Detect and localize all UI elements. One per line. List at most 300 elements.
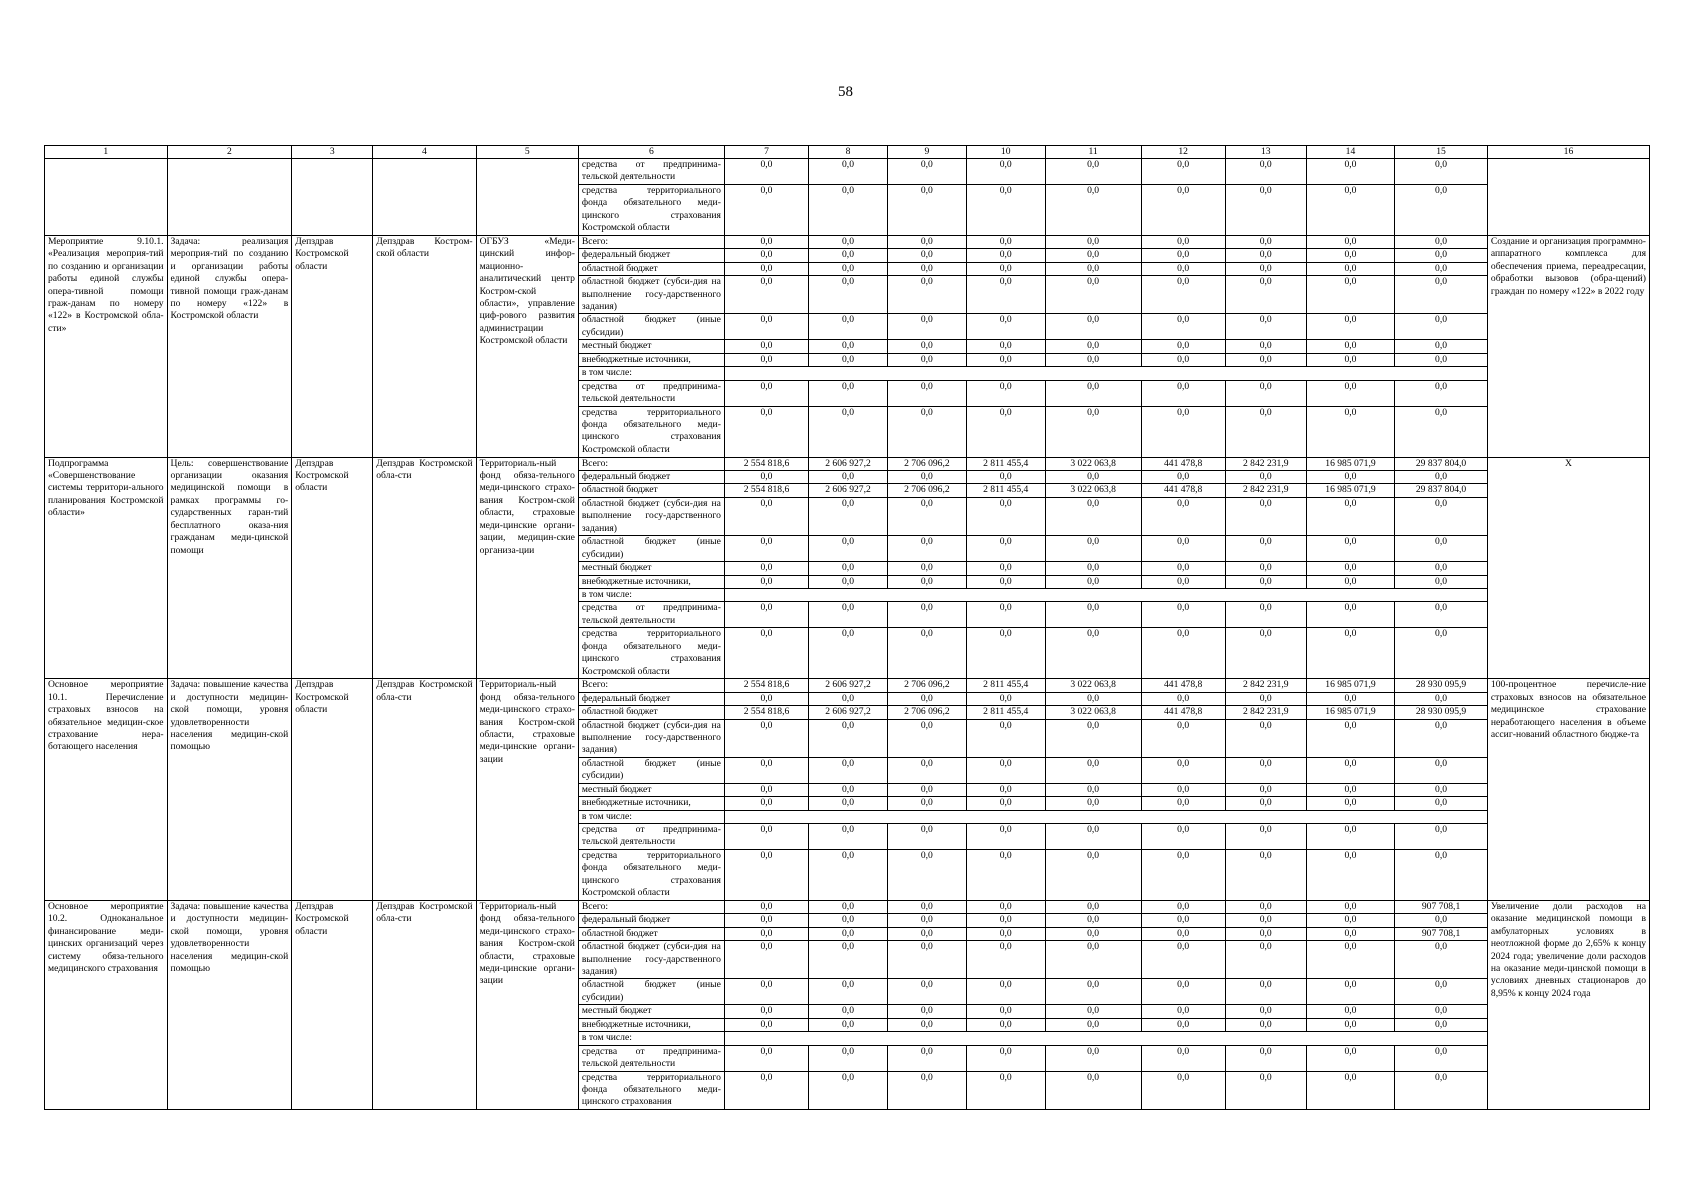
table-row bbox=[45, 457, 1650, 470]
amount-cell: 0,0 bbox=[966, 380, 1045, 406]
amount-cell: 0,0 bbox=[1141, 276, 1225, 314]
amount-cell: 2 706 096,2 bbox=[887, 706, 966, 719]
amount-cell: 0,0 bbox=[1306, 979, 1394, 1005]
amount-cell: 0,0 bbox=[966, 406, 1045, 457]
amount-cell: 0,0 bbox=[809, 927, 888, 940]
funding-source-cell: средства от предпринима-тельской деятельности bbox=[578, 380, 724, 406]
amount-cell: 2 606 927,2 bbox=[809, 679, 888, 692]
amount-cell: 0,0 bbox=[1225, 783, 1306, 796]
responsible-executor-cell: Депздрав Костромской области bbox=[292, 679, 373, 901]
amount-cell: 0,0 bbox=[1395, 797, 1488, 810]
amount-cell: 0,0 bbox=[1395, 941, 1488, 979]
amount-cell: 0,0 bbox=[1141, 602, 1225, 628]
amount-cell: 0,0 bbox=[1045, 340, 1141, 353]
funding-source-cell: федеральный бюджет bbox=[578, 692, 724, 705]
column-number-5: 5 bbox=[476, 146, 578, 159]
amount-cell: 16 985 071,9 bbox=[1306, 457, 1394, 470]
amount-cell: 0,0 bbox=[1306, 1005, 1394, 1018]
amount-cell: 0,0 bbox=[1306, 562, 1394, 575]
funding-source-cell: средства от предпринима-тельской деятельности bbox=[578, 823, 724, 849]
amount-cell: 0,0 bbox=[887, 1005, 966, 1018]
amount-cell: 0,0 bbox=[724, 236, 808, 249]
amount-cell: 0,0 bbox=[1141, 1018, 1225, 1031]
amount-cell: 0,0 bbox=[1306, 380, 1394, 406]
column-number-13: 13 bbox=[1225, 146, 1306, 159]
amount-cell: 0,0 bbox=[966, 900, 1045, 913]
amount-cell: 0,0 bbox=[809, 536, 888, 562]
amount-cell: 0,0 bbox=[809, 783, 888, 796]
amount-cell: 0,0 bbox=[724, 692, 808, 705]
amount-cell: 0,0 bbox=[1306, 575, 1394, 588]
amount-cell: 441 478,8 bbox=[1141, 457, 1225, 470]
amount-cell: 0,0 bbox=[724, 562, 808, 575]
amount-cell: 0,0 bbox=[1045, 719, 1141, 757]
funding-source-cell: областной бюджет (субси-дия на выполнение госу-дарственного задания) bbox=[578, 719, 724, 757]
amount-cell: 0,0 bbox=[887, 628, 966, 679]
funding-source-cell: областной бюджет (субси-дия на выполнение госу-дарственного задания) bbox=[578, 941, 724, 979]
amount-cell: 0,0 bbox=[1306, 249, 1394, 262]
amount-cell: 0,0 bbox=[1395, 353, 1488, 366]
amount-cell: 0,0 bbox=[809, 185, 888, 236]
amount-cell: 0,0 bbox=[1045, 757, 1141, 783]
amount-cell: 0,0 bbox=[1225, 380, 1306, 406]
amount-cell: 0,0 bbox=[966, 314, 1045, 340]
amount-cell: 0,0 bbox=[887, 849, 966, 900]
responsible-executor-cell: Депздрав Костромской области bbox=[292, 457, 373, 679]
amount-cell: 0,0 bbox=[1395, 471, 1488, 484]
amount-cell: 0,0 bbox=[809, 719, 888, 757]
amount-cell: 0,0 bbox=[966, 159, 1045, 185]
amount-cell: 0,0 bbox=[1306, 757, 1394, 783]
amount-cell: 0,0 bbox=[1225, 236, 1306, 249]
amount-cell: 0,0 bbox=[1045, 497, 1141, 535]
amount-cell: 0,0 bbox=[1045, 823, 1141, 849]
amount-cell: 0,0 bbox=[1306, 276, 1394, 314]
amount-cell: 0,0 bbox=[1306, 797, 1394, 810]
amount-cell: 28 930 095,9 bbox=[1395, 679, 1488, 692]
column-number-9: 9 bbox=[887, 146, 966, 159]
amount-cell: 0,0 bbox=[1045, 276, 1141, 314]
amount-cell: 0,0 bbox=[809, 797, 888, 810]
amount-cell: 0,0 bbox=[966, 262, 1045, 275]
amount-cell: 2 554 818,6 bbox=[724, 457, 808, 470]
amount-cell: 0,0 bbox=[1306, 236, 1394, 249]
column-number-3: 3 bbox=[292, 146, 373, 159]
event-name-cell: Подпрограмма «Совершенствование системы территори-ального планирования Костромской области» bbox=[45, 457, 168, 679]
amount-cell: 0,0 bbox=[1225, 249, 1306, 262]
amount-cell: 0,0 bbox=[1141, 314, 1225, 340]
amount-cell: 0,0 bbox=[1141, 628, 1225, 679]
amount-cell: 0,0 bbox=[1395, 497, 1488, 535]
amount-cell: 0,0 bbox=[1225, 797, 1306, 810]
task-goal-cell: Задача: повышение качества и доступности медицин-ской помощи, уровня удовлетворенности населения медицин-ской помощью bbox=[167, 679, 292, 901]
amount-cell: 0,0 bbox=[1141, 757, 1225, 783]
amount-cell: 0,0 bbox=[1045, 927, 1141, 940]
amount-cell: 0,0 bbox=[1141, 236, 1225, 249]
amount-cell: 0,0 bbox=[1306, 900, 1394, 913]
amount-cell: 0,0 bbox=[1225, 849, 1306, 900]
amount-cell: 0,0 bbox=[1306, 1018, 1394, 1031]
amount-cell: 2 706 096,2 bbox=[887, 484, 966, 497]
amount-cell: 0,0 bbox=[887, 719, 966, 757]
amount-cell: 0,0 bbox=[887, 159, 966, 185]
amount-cell: 0,0 bbox=[887, 1018, 966, 1031]
expected-result-cell: Х bbox=[1487, 457, 1649, 679]
amount-cell: 0,0 bbox=[1306, 471, 1394, 484]
amount-cell: 0,0 bbox=[1225, 575, 1306, 588]
amount-cell: 0,0 bbox=[887, 497, 966, 535]
amount-cell: 0,0 bbox=[1225, 1071, 1306, 1109]
amount-cell: 0,0 bbox=[724, 628, 808, 679]
funding-source-cell: средства территориального фонда обязательного меди-цинского страхования Костромской области bbox=[578, 406, 724, 457]
amount-cell: 0,0 bbox=[1141, 927, 1225, 940]
column-number-14: 14 bbox=[1306, 146, 1394, 159]
funding-source-cell: Всего: bbox=[578, 900, 724, 913]
amount-cell: 0,0 bbox=[1045, 236, 1141, 249]
amount-cell: 0,0 bbox=[887, 692, 966, 705]
amount-cell: 0,0 bbox=[724, 757, 808, 783]
amount-cell: 0,0 bbox=[1141, 249, 1225, 262]
amount-cell: 0,0 bbox=[1225, 406, 1306, 457]
amount-cell: 0,0 bbox=[1141, 1005, 1225, 1018]
amount-cell: 0,0 bbox=[1306, 849, 1394, 900]
amount-cell: 441 478,8 bbox=[1141, 706, 1225, 719]
funding-source-cell: средства территориального фонда обязательного меди-цинского страхования bbox=[578, 1071, 724, 1109]
amount-cell: 0,0 bbox=[809, 849, 888, 900]
funding-source-cell: местный бюджет bbox=[578, 340, 724, 353]
amount-cell: 0,0 bbox=[887, 314, 966, 340]
amount-cell: 0,0 bbox=[1225, 1005, 1306, 1018]
amount-cell: 0,0 bbox=[809, 1045, 888, 1071]
amount-cell: 16 985 071,9 bbox=[1306, 679, 1394, 692]
amount-cell: 0,0 bbox=[1395, 406, 1488, 457]
amount-cell: 0,0 bbox=[966, 823, 1045, 849]
amount-cell: 441 478,8 bbox=[1141, 679, 1225, 692]
amount-cell: 0,0 bbox=[1045, 380, 1141, 406]
amount-cell: 0,0 bbox=[809, 900, 888, 913]
amount-cell: 0,0 bbox=[887, 471, 966, 484]
table-header bbox=[45, 146, 1650, 159]
amount-cell: 0,0 bbox=[1395, 1018, 1488, 1031]
amount-cell: 0,0 bbox=[1395, 692, 1488, 705]
amount-cell: 0,0 bbox=[1141, 1071, 1225, 1109]
amount-cell: 0,0 bbox=[1225, 536, 1306, 562]
empty-span-cell bbox=[724, 588, 1487, 601]
amount-cell: 0,0 bbox=[1045, 159, 1141, 185]
amount-cell: 0,0 bbox=[1395, 380, 1488, 406]
empty-span-cell bbox=[724, 1032, 1487, 1045]
amount-cell: 0,0 bbox=[1225, 628, 1306, 679]
amount-cell: 16 985 071,9 bbox=[1306, 484, 1394, 497]
amount-cell: 2 606 927,2 bbox=[809, 484, 888, 497]
amount-cell: 0,0 bbox=[1395, 783, 1488, 796]
amount-cell: 0,0 bbox=[1395, 719, 1488, 757]
amount-cell: 0,0 bbox=[1306, 497, 1394, 535]
amount-cell: 0,0 bbox=[809, 159, 888, 185]
amount-cell: 0,0 bbox=[724, 185, 808, 236]
amount-cell: 0,0 bbox=[887, 575, 966, 588]
amount-cell: 0,0 bbox=[724, 353, 808, 366]
amount-cell: 0,0 bbox=[887, 941, 966, 979]
amount-cell: 0,0 bbox=[1045, 914, 1141, 927]
funding-source-cell: в том числе: bbox=[578, 367, 724, 380]
amount-cell: 0,0 bbox=[1225, 314, 1306, 340]
co-executor-cell: Депздрав Костромской обла-сти bbox=[373, 900, 476, 1109]
amount-cell: 0,0 bbox=[966, 185, 1045, 236]
task-goal-cell: Задача: реализация мероприя-тий по созданию и организации работы единой службы опера-тивной помощи граж-данам по номеру «122» в Костромской области bbox=[167, 236, 292, 458]
funding-source-cell: средства территориального фонда обязательного меди-цинского страхования Костромской области bbox=[578, 628, 724, 679]
amount-cell: 0,0 bbox=[724, 1071, 808, 1109]
funding-source-cell: средства от предпринима-тельской деятельности bbox=[578, 1045, 724, 1071]
funding-source-cell: средства от предпринима-тельской деятельности bbox=[578, 159, 724, 185]
amount-cell: 0,0 bbox=[1045, 1018, 1141, 1031]
amount-cell: 0,0 bbox=[1045, 575, 1141, 588]
amount-cell: 0,0 bbox=[966, 941, 1045, 979]
amount-cell: 0,0 bbox=[809, 406, 888, 457]
amount-cell: 0,0 bbox=[1395, 314, 1488, 340]
co-executor-cell bbox=[373, 159, 476, 236]
amount-cell: 0,0 bbox=[966, 797, 1045, 810]
amount-cell: 0,0 bbox=[1225, 471, 1306, 484]
task-goal-cell: Задача: повышение качества и доступности медицин-ской помощи, уровня удовлетворенности населения медицин-ской помощью bbox=[167, 900, 292, 1109]
amount-cell: 0,0 bbox=[724, 900, 808, 913]
event-name-cell: Мероприятие 9.10.1. «Реализация мероприя-тий по созданию и организации работы единой службы опера-тивной помощи граж-данам по номеру «122» в Костромской обла-сти» bbox=[45, 236, 168, 458]
amount-cell: 0,0 bbox=[809, 979, 888, 1005]
amount-cell: 0,0 bbox=[887, 262, 966, 275]
amount-cell: 0,0 bbox=[724, 340, 808, 353]
amount-cell: 0,0 bbox=[1225, 823, 1306, 849]
amount-cell: 0,0 bbox=[1225, 979, 1306, 1005]
amount-cell: 0,0 bbox=[1225, 159, 1306, 185]
amount-cell: 0,0 bbox=[724, 927, 808, 940]
amount-cell: 0,0 bbox=[1395, 276, 1488, 314]
amount-cell: 2 811 455,4 bbox=[966, 679, 1045, 692]
amount-cell: 0,0 bbox=[1141, 262, 1225, 275]
amount-cell: 0,0 bbox=[1225, 914, 1306, 927]
amount-cell: 0,0 bbox=[966, 757, 1045, 783]
expected-result-cell: Увеличение доли расходов на оказание медицинской помощи в амбулаторных условиях в неотложной форме до 2,65% к концу 2024 года; увеличение доли расходов на оказание меди-цинской помощи в условиях дневных стационаров до 8,95% к концу 2024 года bbox=[1487, 900, 1649, 1109]
amount-cell: 0,0 bbox=[887, 1045, 966, 1071]
funding-source-cell: внебюджетные источники, bbox=[578, 353, 724, 366]
amount-cell: 0,0 bbox=[966, 353, 1045, 366]
amount-cell: 0,0 bbox=[966, 692, 1045, 705]
amount-cell: 0,0 bbox=[887, 757, 966, 783]
amount-cell: 0,0 bbox=[1225, 602, 1306, 628]
amount-cell: 0,0 bbox=[724, 849, 808, 900]
amount-cell: 0,0 bbox=[724, 1045, 808, 1071]
amount-cell: 0,0 bbox=[1141, 823, 1225, 849]
amount-cell: 0,0 bbox=[724, 575, 808, 588]
amount-cell: 0,0 bbox=[724, 249, 808, 262]
co-executor-cell: Депздрав Костром-ской области bbox=[373, 236, 476, 458]
amount-cell: 0,0 bbox=[1045, 1005, 1141, 1018]
amount-cell: 0,0 bbox=[1395, 249, 1488, 262]
amount-cell: 0,0 bbox=[887, 236, 966, 249]
amount-cell: 0,0 bbox=[1225, 562, 1306, 575]
amount-cell: 0,0 bbox=[809, 497, 888, 535]
funding-table bbox=[44, 145, 1650, 1110]
amount-cell: 0,0 bbox=[1395, 823, 1488, 849]
column-number-4: 4 bbox=[373, 146, 476, 159]
amount-cell: 0,0 bbox=[966, 1071, 1045, 1109]
amount-cell: 0,0 bbox=[966, 249, 1045, 262]
funding-source-cell: областной бюджет bbox=[578, 484, 724, 497]
funding-source-cell: средства территориального фонда обязательного меди-цинского страхования Костромской области bbox=[578, 185, 724, 236]
amount-cell: 2 842 231,9 bbox=[1225, 706, 1306, 719]
amount-cell: 2 606 927,2 bbox=[809, 457, 888, 470]
amount-cell: 0,0 bbox=[1141, 575, 1225, 588]
amount-cell: 0,0 bbox=[809, 353, 888, 366]
funding-source-cell: Всего: bbox=[578, 457, 724, 470]
amount-cell: 0,0 bbox=[724, 941, 808, 979]
amount-cell: 0,0 bbox=[1306, 353, 1394, 366]
amount-cell: 0,0 bbox=[887, 353, 966, 366]
amount-cell: 0,0 bbox=[966, 340, 1045, 353]
amount-cell: 0,0 bbox=[1141, 406, 1225, 457]
amount-cell: 0,0 bbox=[1141, 380, 1225, 406]
amount-cell: 0,0 bbox=[887, 914, 966, 927]
amount-cell: 0,0 bbox=[1141, 471, 1225, 484]
co-executor-cell: Депздрав Костромской обла-сти bbox=[373, 457, 476, 679]
amount-cell: 0,0 bbox=[1045, 536, 1141, 562]
funding-source-cell: Всего: bbox=[578, 236, 724, 249]
amount-cell: 0,0 bbox=[966, 536, 1045, 562]
amount-cell: 0,0 bbox=[1141, 914, 1225, 927]
empty-span-cell bbox=[724, 367, 1487, 380]
amount-cell: 0,0 bbox=[1395, 914, 1488, 927]
amount-cell: 0,0 bbox=[724, 1018, 808, 1031]
participant-cell: Территориаль-ный фонд обяза-тельного меди-цинского страхо-вания Костром-ской области, страховые меди-цинские органи-зации, медицин-ские организа-ции bbox=[476, 457, 578, 679]
amount-cell: 0,0 bbox=[724, 276, 808, 314]
amount-cell: 0,0 bbox=[724, 536, 808, 562]
amount-cell: 0,0 bbox=[1395, 262, 1488, 275]
funding-source-cell: областной бюджет (иные субсидии) bbox=[578, 314, 724, 340]
amount-cell: 0,0 bbox=[809, 1018, 888, 1031]
amount-cell: 441 478,8 bbox=[1141, 484, 1225, 497]
amount-cell: 0,0 bbox=[966, 783, 1045, 796]
amount-cell: 0,0 bbox=[1306, 602, 1394, 628]
table-row bbox=[45, 159, 1650, 185]
responsible-executor-cell bbox=[292, 159, 373, 236]
amount-cell: 0,0 bbox=[724, 471, 808, 484]
column-number-12: 12 bbox=[1141, 146, 1225, 159]
amount-cell: 0,0 bbox=[724, 719, 808, 757]
amount-cell: 2 606 927,2 bbox=[809, 706, 888, 719]
amount-cell: 0,0 bbox=[809, 380, 888, 406]
amount-cell: 0,0 bbox=[1141, 353, 1225, 366]
amount-cell: 0,0 bbox=[1045, 562, 1141, 575]
participant-cell bbox=[476, 159, 578, 236]
funding-source-cell: в том числе: bbox=[578, 810, 724, 823]
funding-source-cell: в том числе: bbox=[578, 588, 724, 601]
amount-cell: 0,0 bbox=[724, 797, 808, 810]
amount-cell: 0,0 bbox=[966, 236, 1045, 249]
amount-cell: 0,0 bbox=[1045, 1045, 1141, 1071]
amount-cell: 0,0 bbox=[1045, 979, 1141, 1005]
table-row bbox=[45, 679, 1650, 692]
column-number-7: 7 bbox=[724, 146, 808, 159]
amount-cell: 2 554 818,6 bbox=[724, 484, 808, 497]
amount-cell: 0,0 bbox=[966, 602, 1045, 628]
amount-cell: 2 811 455,4 bbox=[966, 484, 1045, 497]
funding-source-cell: областной бюджет (иные субсидии) bbox=[578, 757, 724, 783]
amount-cell: 0,0 bbox=[1141, 185, 1225, 236]
amount-cell: 28 930 095,9 bbox=[1395, 706, 1488, 719]
column-number-2: 2 bbox=[167, 146, 292, 159]
amount-cell: 0,0 bbox=[1225, 719, 1306, 757]
amount-cell: 0,0 bbox=[724, 314, 808, 340]
amount-cell: 0,0 bbox=[809, 628, 888, 679]
amount-cell: 0,0 bbox=[887, 927, 966, 940]
amount-cell: 0,0 bbox=[1395, 236, 1488, 249]
amount-cell: 0,0 bbox=[809, 471, 888, 484]
amount-cell: 0,0 bbox=[887, 276, 966, 314]
table-body bbox=[45, 159, 1650, 1110]
amount-cell: 0,0 bbox=[1141, 979, 1225, 1005]
amount-cell: 0,0 bbox=[966, 1045, 1045, 1071]
amount-cell: 0,0 bbox=[1395, 979, 1488, 1005]
amount-cell: 0,0 bbox=[809, 941, 888, 979]
amount-cell: 0,0 bbox=[966, 1005, 1045, 1018]
amount-cell: 0,0 bbox=[1225, 1018, 1306, 1031]
amount-cell: 16 985 071,9 bbox=[1306, 706, 1394, 719]
funding-source-cell: местный бюджет bbox=[578, 783, 724, 796]
amount-cell: 0,0 bbox=[887, 783, 966, 796]
amount-cell: 0,0 bbox=[1141, 941, 1225, 979]
amount-cell: 0,0 bbox=[1306, 914, 1394, 927]
amount-cell: 0,0 bbox=[1045, 941, 1141, 979]
amount-cell: 0,0 bbox=[1225, 353, 1306, 366]
amount-cell: 0,0 bbox=[809, 757, 888, 783]
column-number-6: 6 bbox=[578, 146, 724, 159]
amount-cell: 0,0 bbox=[809, 914, 888, 927]
amount-cell: 0,0 bbox=[724, 914, 808, 927]
amount-cell: 0,0 bbox=[966, 276, 1045, 314]
amount-cell: 0,0 bbox=[1225, 276, 1306, 314]
amount-cell: 0,0 bbox=[1395, 1071, 1488, 1109]
amount-cell: 0,0 bbox=[1225, 941, 1306, 979]
amount-cell: 0,0 bbox=[724, 979, 808, 1005]
amount-cell: 0,0 bbox=[1045, 1071, 1141, 1109]
funding-source-cell: Всего: bbox=[578, 679, 724, 692]
column-number-10: 10 bbox=[966, 146, 1045, 159]
amount-cell: 0,0 bbox=[1141, 340, 1225, 353]
expected-result-cell: 100-процентное перечисле-ние страховых взносов на обязательное медицинское страхование неработающего населения в объеме ассиг-нований областного бюдже-та bbox=[1487, 679, 1649, 901]
amount-cell: 0,0 bbox=[887, 340, 966, 353]
amount-cell: 0,0 bbox=[966, 914, 1045, 927]
amount-cell: 0,0 bbox=[1141, 783, 1225, 796]
amount-cell: 0,0 bbox=[1045, 406, 1141, 457]
funding-source-cell: областной бюджет (иные субсидии) bbox=[578, 536, 724, 562]
expected-result-cell bbox=[1487, 159, 1649, 236]
amount-cell: 0,0 bbox=[724, 159, 808, 185]
amount-cell: 2 706 096,2 bbox=[887, 457, 966, 470]
amount-cell: 0,0 bbox=[1395, 340, 1488, 353]
table-row bbox=[45, 900, 1650, 913]
amount-cell: 0,0 bbox=[1141, 497, 1225, 535]
table-row bbox=[45, 236, 1650, 249]
amount-cell: 0,0 bbox=[1395, 159, 1488, 185]
amount-cell: 0,0 bbox=[1141, 159, 1225, 185]
amount-cell: 0,0 bbox=[1306, 692, 1394, 705]
amount-cell: 0,0 bbox=[966, 471, 1045, 484]
funding-source-cell: областной бюджет bbox=[578, 927, 724, 940]
funding-source-cell: средства от предпринима-тельской деятельности bbox=[578, 602, 724, 628]
amount-cell: 0,0 bbox=[966, 719, 1045, 757]
amount-cell: 907 708,1 bbox=[1395, 927, 1488, 940]
amount-cell: 0,0 bbox=[1395, 1045, 1488, 1071]
co-executor-cell: Депздрав Костромской обла-сти bbox=[373, 679, 476, 901]
